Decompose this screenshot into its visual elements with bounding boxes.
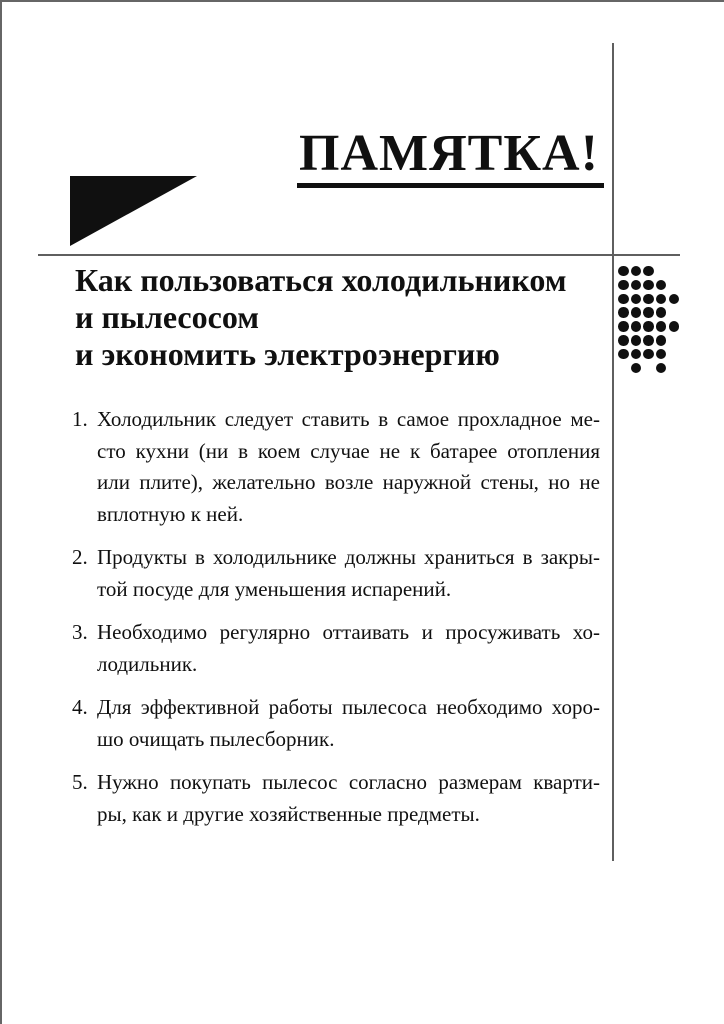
dot-cell [617, 347, 630, 361]
dot-cell [630, 320, 643, 334]
dot [618, 266, 628, 276]
dot-cell [617, 278, 630, 292]
dot-cell [668, 333, 681, 347]
dot [656, 280, 666, 290]
item-number: 3. [72, 620, 88, 644]
dot [643, 280, 653, 290]
page-edge-top [0, 0, 724, 2]
dot-cell [668, 361, 681, 375]
vertical-divider [612, 43, 614, 861]
dot-cell [668, 347, 681, 361]
page-edge-left [0, 0, 2, 1024]
list-item [72, 767, 600, 830]
list-item [72, 404, 600, 530]
dot-row [617, 320, 680, 334]
dot [631, 363, 641, 373]
dot-cell [642, 278, 655, 292]
dot-cell [655, 278, 668, 292]
dot [618, 321, 628, 331]
dot [656, 335, 666, 345]
dot-cell [630, 278, 643, 292]
dot-cell [655, 292, 668, 306]
dot [618, 294, 628, 304]
item-number: 2. [72, 545, 88, 569]
list-item [72, 617, 600, 680]
dot-cell [617, 264, 630, 278]
dot [656, 363, 666, 373]
dot-cell [617, 333, 630, 347]
dot [643, 307, 653, 317]
dot [631, 266, 641, 276]
dot-cell [655, 320, 668, 334]
dot-cell [630, 292, 643, 306]
dot [669, 321, 679, 331]
dot-cell [655, 333, 668, 347]
dot [631, 335, 641, 345]
dot-cell [655, 264, 668, 278]
item-text-line: Нужно покупать пылесос согласно размерам кварти- [97, 770, 600, 794]
dot-cell [642, 333, 655, 347]
dot-cell [668, 278, 681, 292]
dot-cell [655, 306, 668, 320]
dot-row [617, 306, 680, 320]
dot-cell [617, 361, 630, 375]
dot-grid-decoration [617, 264, 680, 375]
dot-cell [668, 306, 681, 320]
item-text-line: Необходимо регулярно оттаивать и просуживать хо- [97, 620, 600, 644]
item-text-line: ры, как и другие хозяйственные предметы. [97, 801, 480, 826]
dot-cell [617, 292, 630, 306]
dot [643, 349, 653, 359]
list-item [72, 542, 600, 605]
item-number: 5. [72, 770, 88, 794]
dot-cell [642, 292, 655, 306]
dot-cell [642, 347, 655, 361]
dot-cell [617, 306, 630, 320]
dot [656, 307, 666, 317]
horizontal-divider [38, 254, 680, 256]
dot-cell [617, 320, 630, 334]
dot [631, 294, 641, 304]
heading-line: и пылесосом [75, 299, 259, 335]
dot [656, 321, 666, 331]
dot-row [617, 347, 680, 361]
item-text-line: Холодильник следует ставить в самое прохладное ме- [97, 407, 600, 431]
page-title: ПАМЯТКА! [297, 128, 604, 188]
dot-cell [642, 264, 655, 278]
dot [618, 335, 628, 345]
item-number: 4. [72, 695, 88, 719]
dot-cell [642, 361, 655, 375]
item-text-line: или плите), желательно возле наружной стены, но не [97, 470, 600, 494]
item-text-line: вплотную к ней. [97, 501, 244, 526]
item-text-line: Продукты в холодильнике должны храниться в закры- [97, 545, 600, 569]
dot-cell [630, 264, 643, 278]
dot [643, 321, 653, 331]
dot-cell [668, 264, 681, 278]
item-text-line: Для эффективной работы пылесоса необходимо хоро- [97, 695, 600, 719]
dot-cell [630, 306, 643, 320]
dot-row [617, 278, 680, 292]
dot [631, 321, 641, 331]
heading-line: и экономить электроэнергию [75, 336, 500, 372]
item-text-line: шо очищать пылесборник. [97, 726, 335, 751]
dot [656, 294, 666, 304]
item-text-line: сто кухни (ни в коем случае не к батарее отопления [97, 438, 600, 463]
list-item [72, 692, 600, 755]
dot [669, 294, 679, 304]
dot-row [617, 264, 680, 278]
dot [618, 349, 628, 359]
heading-line: Как пользоваться холодильником [75, 262, 567, 298]
dot [631, 280, 641, 290]
dot-cell [630, 347, 643, 361]
item-number: 1. [72, 407, 88, 431]
dot [631, 307, 641, 317]
dot-cell [655, 347, 668, 361]
dot [618, 307, 628, 317]
dot-cell [655, 361, 668, 375]
corner-triangle-decoration [70, 176, 197, 246]
dot [618, 280, 628, 290]
dot-row [617, 333, 680, 347]
section-heading [75, 262, 567, 373]
dot [631, 349, 641, 359]
dot [643, 266, 653, 276]
item-text-line: лодильник. [97, 651, 198, 676]
dot-cell [630, 361, 643, 375]
dot-cell [630, 333, 643, 347]
dot [656, 349, 666, 359]
dot-row [617, 361, 680, 375]
dot-cell [642, 306, 655, 320]
dot-cell [668, 320, 681, 334]
dot-row [617, 292, 680, 306]
dot-cell [642, 320, 655, 334]
dot [643, 335, 653, 345]
item-text-line: той посуде для уменьшения испарений. [97, 576, 452, 601]
dot-cell [668, 292, 681, 306]
tips-list [72, 404, 600, 842]
dot [643, 294, 653, 304]
